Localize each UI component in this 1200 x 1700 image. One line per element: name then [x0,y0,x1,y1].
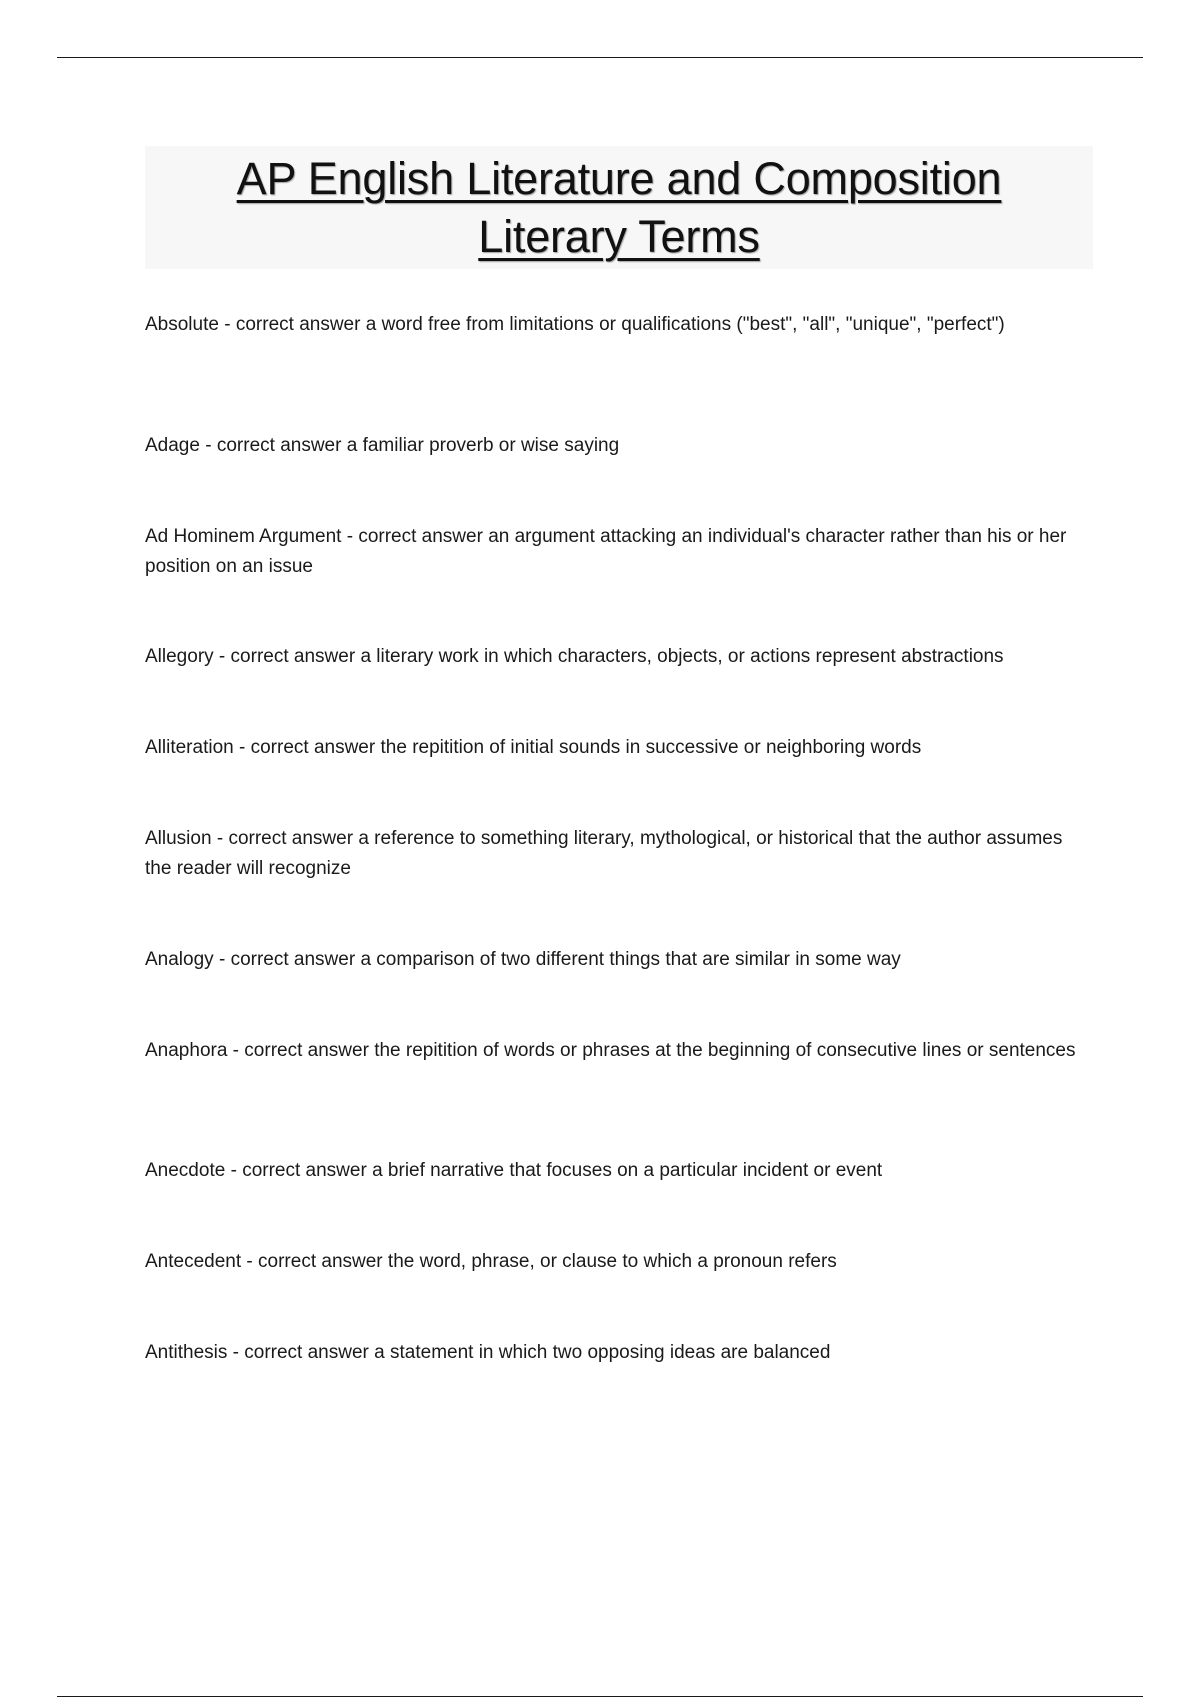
term-definition: a word free from limitations or qualifications ("best", "all", "unique", "perfect") [365,314,1005,335]
entry-separator: - [213,949,231,970]
entry-separator: - [218,314,236,335]
answer-prefix: correct answer [228,828,354,849]
title-banner [145,146,1093,269]
term-name: Anaphora [145,1040,228,1061]
entry-separator: - [213,646,231,667]
answer-prefix: correct answer [216,435,342,456]
term-definition: a brief narrative that focuses on a particular incident or event [372,1160,883,1181]
answer-prefix: correct answer [242,1160,367,1181]
term-name: Absolute [145,314,219,335]
entry-separator: - [227,1342,245,1363]
entry-separator: - [199,435,217,456]
term-name: Anecdote [145,1160,226,1181]
term-entry-antecedent [145,1247,1085,1277]
answer-prefix: correct answer [244,1040,369,1061]
answer-prefix: correct answer [235,314,361,335]
entry-separator: - [227,1040,245,1061]
term-name: Allegory [145,646,214,667]
bottom-rule [57,1696,1143,1697]
term-definition: an argument attacking an individual's character rather than his or her position on an issue [145,526,1067,577]
term-entry-allusion [145,824,1085,884]
entry-separator: - [341,526,359,547]
answer-prefix: correct answer [358,526,483,547]
term-definition: the word, phrase, or clause to which a pronoun refers [387,1251,837,1272]
answer-prefix: correct answer [250,737,376,758]
term-definition: a reference to something literary, mythological, or historical that the author assumes the reader will recognize [145,828,1063,879]
term-entry-allegory [145,642,1085,672]
answer-prefix: correct answer [230,949,356,970]
term-entry-antithesis [145,1338,1085,1368]
document-title-line-2: Literary Terms [478,211,760,262]
term-definition: a statement in which two opposing ideas are balanced [374,1342,831,1363]
term-definition: the repitition of words or phrases at the beginning of consecutive lines or sentences [374,1040,1076,1061]
term-definition: a familiar proverb or wise saying [346,435,620,456]
term-entry-absolute [145,310,1085,340]
answer-prefix: correct answer [230,646,356,667]
entry-separator: - [225,1160,243,1181]
answer-prefix: correct answer [244,1342,369,1363]
term-definition: the repitition of initial sounds in successive or neighboring words [380,737,922,758]
term-entry-analogy [145,945,1085,975]
term-entry-adage [145,431,1085,461]
term-name: Analogy [145,949,214,970]
term-name: Ad Hominem Argument [145,526,342,547]
top-rule [57,57,1143,58]
term-entry-anecdote [145,1156,1085,1186]
term-name: Allusion [145,828,212,849]
term-name: Antecedent [145,1251,242,1272]
term-name: Alliteration [145,737,234,758]
term-definition: a comparison of two different things that are similar in some way [360,949,901,970]
entry-separator: - [241,1251,259,1272]
term-definition: a literary work in which characters, objects, or actions represent abstractions [360,646,1004,667]
term-entry-ad-hominem-argument [145,522,1085,582]
term-name: Antithesis [145,1342,228,1363]
document-title-line-1: AP English Literature and Composition [236,153,1002,204]
entry-separator: - [211,828,229,849]
term-name: Adage [145,435,200,456]
term-entry-anaphora [145,1036,1085,1066]
entry-separator: - [233,737,251,758]
term-entry-alliteration [145,733,1085,763]
answer-prefix: correct answer [258,1251,383,1272]
